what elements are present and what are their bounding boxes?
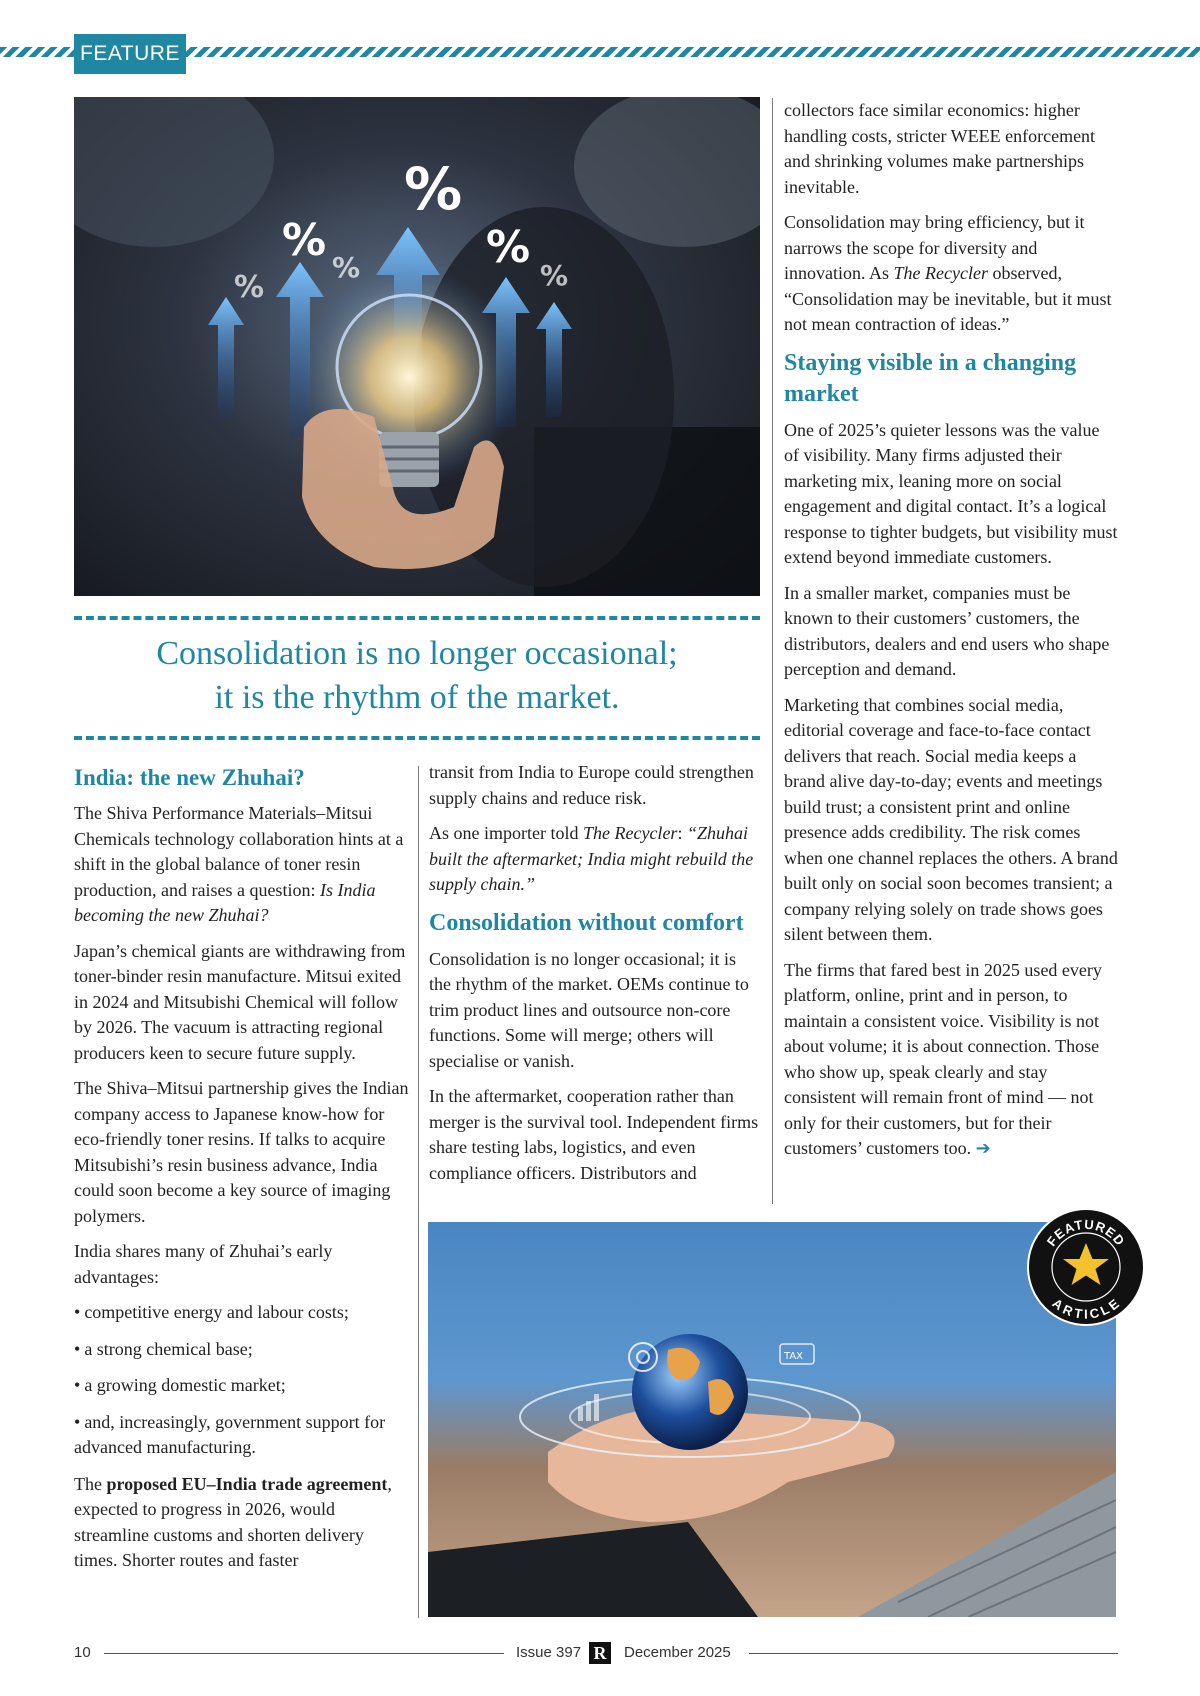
paragraph: One of 2025’s quieter lessons was the value of visibility. Many firms adjusted their marketing mix, leaning more on social engagement and digital contact. It’s a logical response to tighter budgets, but visibility must extend beyond immediate customers. bbox=[784, 419, 1118, 567]
list-item: • a strong chemical base; bbox=[74, 1338, 253, 1359]
column-divider bbox=[418, 766, 419, 1618]
svg-text:%: % bbox=[540, 259, 569, 292]
globe-hand-photo bbox=[428, 1222, 1116, 1617]
paragraph: As one importer told The Recycler: “Zhuhai built the aftermarket; India might rebuild the supply chain.” bbox=[429, 823, 754, 894]
issue-date: December 2025 bbox=[624, 1644, 731, 1661]
list-item: • competitive energy and labour costs; bbox=[74, 1302, 349, 1322]
svg-text:%: % bbox=[234, 270, 265, 305]
page-footer bbox=[74, 1642, 1118, 1666]
svg-text:%: % bbox=[332, 251, 361, 284]
end-arrow-icon: ➔ bbox=[975, 1138, 991, 1159]
footer-rule-right bbox=[749, 1653, 1118, 1654]
paragraph: In a smaller market, companies must be known to their customers’ customers, the distributors, dealers and end users who shape perception and demand. bbox=[784, 582, 1110, 679]
svg-text:%: % bbox=[282, 215, 327, 266]
paragraph: The Shiva Performance Materials–Mitsui Chemicals technology collaboration hints at a shift in the global balance of toner resin production, and raises a question: Is India becoming the new Zhuhai? bbox=[74, 803, 404, 925]
lightbulb-photo bbox=[74, 97, 760, 596]
article-column-2 bbox=[429, 760, 761, 1196]
paragraph: Consolidation is no longer occasional; it is the rhythm of the market. OEMs continue to trim product lines and outsource non-core functions. Some will merge; others will specialise or vanish. bbox=[429, 948, 749, 1071]
list-item: • a growing domestic market; bbox=[74, 1375, 286, 1395]
paragraph: collectors face similar economics: higher handling costs, stricter WEEE enforcement and shrinking volumes make partnerships inevitable. bbox=[784, 100, 1096, 197]
section-heading-visibility: Staying visible in a changing market bbox=[784, 349, 1077, 407]
paragraph: The Shiva–Mitsui partnership gives the Indian company access to Japanese know-how for eco-friendly toner resins. If talks to acquire Mitsubishi’s resin business advance, India could soon become a key source of imaging polymers. bbox=[74, 1078, 409, 1226]
paragraph: In the aftermarket, cooperation rather than merger is the survival tool. Independent firms share testing labs, logistics, and even compliance officers. Distributors and bbox=[429, 1086, 759, 1183]
lightbulb-illustration bbox=[74, 97, 760, 596]
globe-illustration bbox=[428, 1222, 1116, 1617]
issue-number: Issue 397 bbox=[516, 1644, 582, 1661]
section-heading-india: India: the new Zhuhai? bbox=[74, 765, 305, 790]
badge-text-top: FEATURED bbox=[1043, 1216, 1129, 1250]
pull-quote-line-2: it is the rhythm of the market. bbox=[214, 679, 620, 716]
column-divider bbox=[772, 98, 773, 1204]
paragraph: The firms that fared best in 2025 used every platform, online, print and in person, to maintain a consistent voice. Visibility is not about volume; it is about connection. Those who show up, speak clearly and stay consistent will remain front of mind — not only for their customers, but for their customers’ customers too. ➔ bbox=[784, 959, 1102, 1159]
pull-quote bbox=[74, 632, 760, 720]
page-number: 10 bbox=[74, 1644, 91, 1661]
magazine-logo: R bbox=[589, 1642, 611, 1664]
section-label: FEATURE bbox=[74, 34, 186, 74]
pull-quote-line-1: Consolidation is no longer occasional; bbox=[156, 635, 678, 672]
svg-text:%: % bbox=[486, 222, 531, 273]
list-item: • and, increasingly, government support for advanced manufacturing. bbox=[74, 1411, 386, 1457]
advantages-list bbox=[74, 1300, 410, 1461]
paragraph: Japan’s chemical giants are withdrawing from toner-binder resin manufacture. Mitsui exited in 2024 and Mitsubishi Chemical will follow by 2026. The vacuum is attracting regional producers keen to secure future supply. bbox=[74, 940, 406, 1063]
paragraph: India shares many of Zhuhai’s early advantages: bbox=[74, 1241, 333, 1287]
paragraph: Marketing that combines social media, editorial coverage and face-to-face contact delivers that reach. Social media keeps a brand alive day-to-day; events and meetings build trust; a consistent print and online presence adds credibility. The risk comes when one channel replaces the others. A brand built only on social soon becomes transient; a company relying solely on trade shows goes silent between them. bbox=[784, 694, 1118, 944]
featured-article-badge bbox=[1026, 1207, 1146, 1327]
article-column-3 bbox=[784, 98, 1118, 1172]
article-column-1 bbox=[74, 762, 410, 1584]
footer-rule-left bbox=[104, 1653, 504, 1654]
pull-quote-top-rule bbox=[74, 616, 760, 620]
tax-icon-label: TAX bbox=[784, 1351, 804, 1362]
svg-text:%: % bbox=[404, 155, 463, 223]
paragraph: The proposed EU–India trade agreement, expected to progress in 2026, would streamline customs and shorten delivery times. Shorter routes and faster bbox=[74, 1473, 392, 1570]
section-heading-consolidation: Consolidation without comfort bbox=[429, 909, 744, 936]
paragraph: Consolidation may bring efficiency, but it narrows the scope for diversity and innovation. As The Recycler observed, “Consolidation may be inevitable, but it must not mean contraction of ideas.” bbox=[784, 212, 1112, 334]
badge-text-bottom: ARTICLE bbox=[1049, 1295, 1123, 1322]
pull-quote-bottom-rule bbox=[74, 736, 760, 740]
paragraph: transit from India to Europe could strengthen supply chains and reduce risk. bbox=[429, 762, 754, 808]
